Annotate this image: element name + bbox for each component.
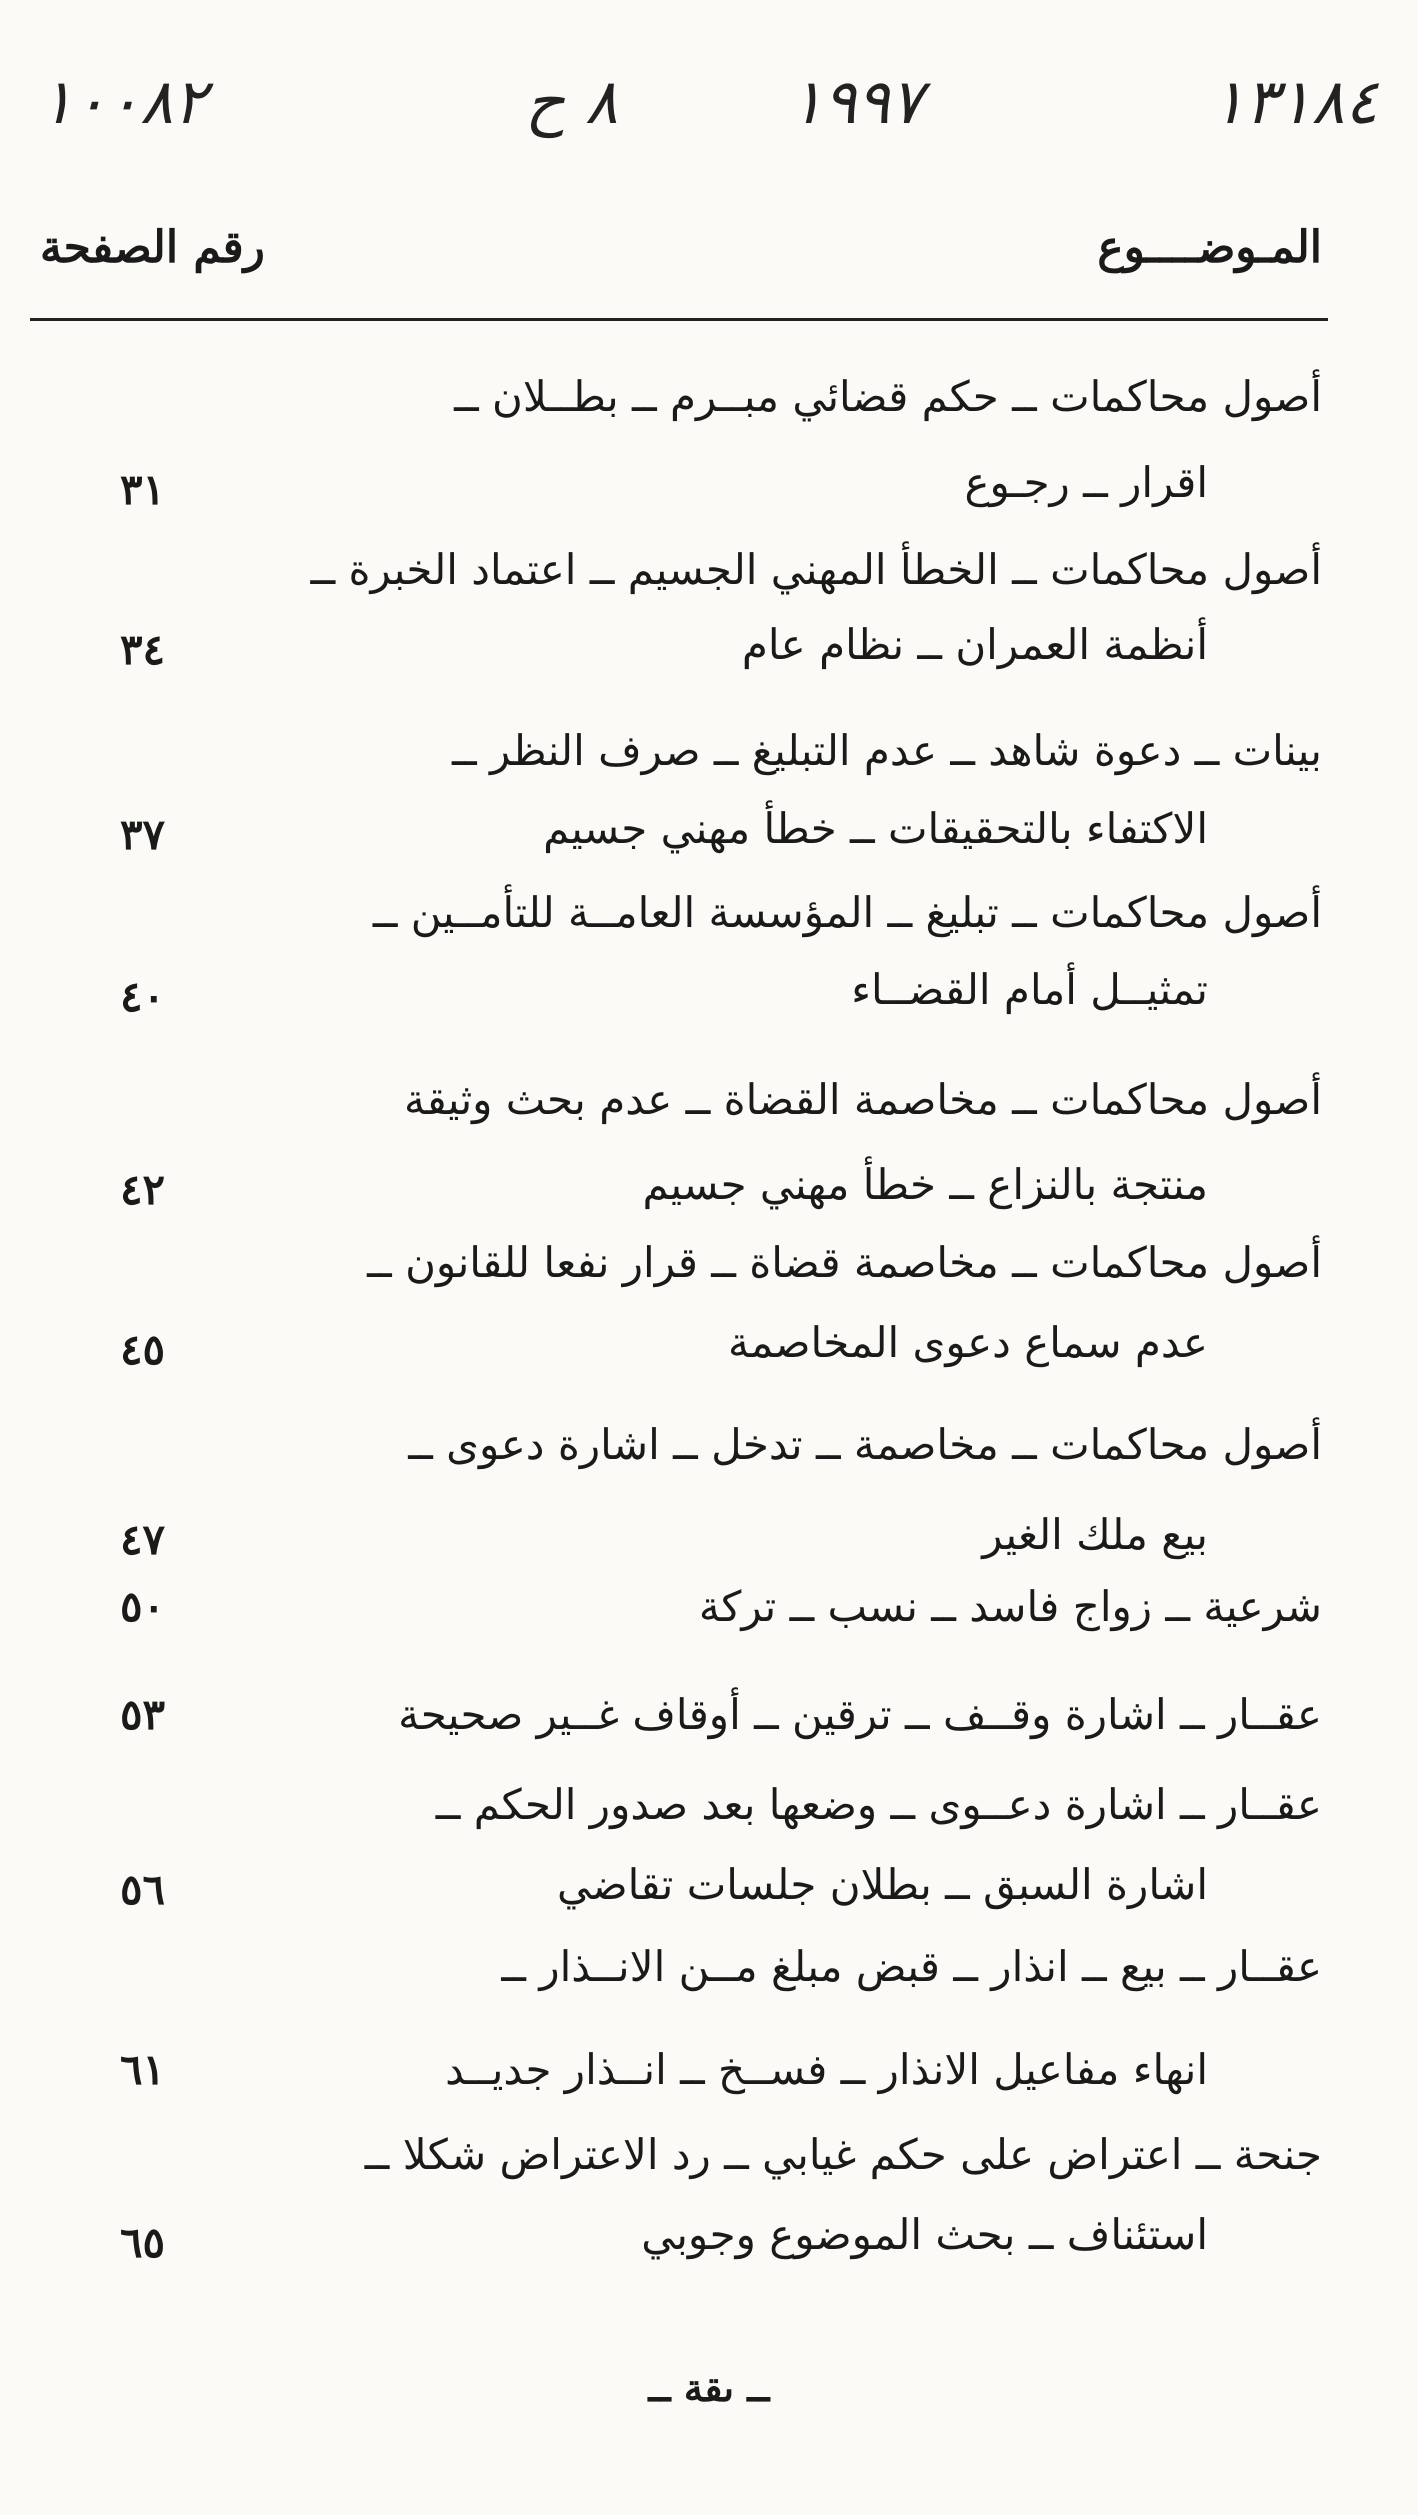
entry-7-line-2: بيع ملك الغير [982, 1510, 1208, 1559]
entry-8-page-number: ٥٠ [120, 1582, 166, 1631]
entry-11-line-2: انهاء مفاعيل الانذار ــ فســخ ــ انــذار جديــد [445, 2045, 1208, 2094]
entry-6-line-2: عدم سماع دعوى المخاصمة [728, 1318, 1208, 1367]
entry-11-page-number: ٦١ [120, 2045, 166, 2094]
page-number-column-header: رقم الصفحة [40, 222, 265, 273]
entry-3-line-1: بينات ــ دعوة شاهد ــ عدم التبليغ ــ صرف النظر ــ [452, 726, 1322, 775]
entry-6-page-number: ٤٥ [120, 1325, 166, 1374]
entry-3-page-number: ٣٧ [120, 810, 166, 859]
entry-5-line-1: أصول محاكمات ــ مخاصمة القضاة ــ عدم بحث وثيقة [404, 1075, 1322, 1124]
entry-4-line-1: أصول محاكمات ــ تبليغ ــ المؤسسة العامــة للتأمــين ــ [372, 888, 1322, 937]
topic-column-header: المـوضــــوع [1097, 222, 1322, 273]
entry-12-line-2: استئناف ــ بحث الموضوع وجوبي [641, 2210, 1208, 2259]
entry-9-line-1: عقــار ــ اشارة وقــف ــ ترقين ــ أوقاف غــير صحيحة [398, 1690, 1322, 1739]
entry-2-page-number: ٣٤ [120, 625, 166, 674]
handwritten-code-left: ١٠٠٨٢ [40, 65, 207, 138]
entry-5-page-number: ٤٢ [120, 1165, 166, 1214]
entry-7-page-number: ٤٧ [120, 1515, 166, 1564]
entry-1-line-1: أصول محاكمات ــ حكم قضائي مبــرم ــ بطــلان ــ [454, 372, 1322, 421]
entry-5-line-2: منتجة بالنزاع ــ خطأ مهني جسيم [642, 1160, 1208, 1209]
entry-10-line-2: اشارة السبق ــ بطلان جلسات تقاضي [556, 1860, 1208, 1909]
entry-12-page-number: ٦٥ [120, 2218, 166, 2267]
entry-4-page-number: ٤٠ [120, 972, 166, 1021]
handwritten-year: ١٩٩٧ [790, 65, 924, 138]
entry-3-line-2: الاكتفاء بالتحقيقات ــ خطأ مهني جسيم [543, 804, 1208, 853]
entry-2-line-2: أنظمة العمران ــ نظام عام [741, 620, 1208, 669]
page-footer-marker: ــ ىقة ــ [648, 2365, 770, 2410]
entry-4-line-2: تمثيــل أمام القضــاء [851, 965, 1208, 1014]
entry-12-line-1: جنحة ــ اعتراض على حكم غيابي ــ رد الاعتراض شكلا ــ [364, 2130, 1322, 2179]
header-divider [30, 318, 1328, 321]
handwritten-issue: ٨ ح [525, 65, 619, 138]
entry-9-page-number: ٥٣ [120, 1690, 166, 1739]
entry-1-line-2: اقرار ــ رجـوع [964, 458, 1208, 507]
handwritten-code-right: ١٣١٨٤ [1211, 65, 1378, 138]
entry-7-line-1: أصول محاكمات ــ مخاصمة ــ تدخل ــ اشارة دعوى ــ [408, 1420, 1322, 1469]
entry-6-line-1: أصول محاكمات ــ مخاصمة قضاة ــ قرار نفعا للقانون ــ [367, 1238, 1322, 1287]
entry-10-line-1: عقــار ــ اشارة دعــوى ــ وضعها بعد صدور الحكم ــ [435, 1780, 1322, 1829]
entry-2-line-1: أصول محاكمات ــ الخطأ المهني الجسيم ــ اعتماد الخبرة ــ [310, 545, 1322, 594]
entry-11-line-1: عقــار ــ بيع ــ انذار ــ قبض مبلغ مــن الانــذار ــ [501, 1942, 1322, 1991]
entry-8-line-1: شرعية ــ زواج فاسد ــ نسب ــ تركة [698, 1582, 1322, 1631]
entry-1-page-number: ٣١ [120, 465, 166, 514]
entry-10-page-number: ٥٦ [120, 1865, 166, 1914]
